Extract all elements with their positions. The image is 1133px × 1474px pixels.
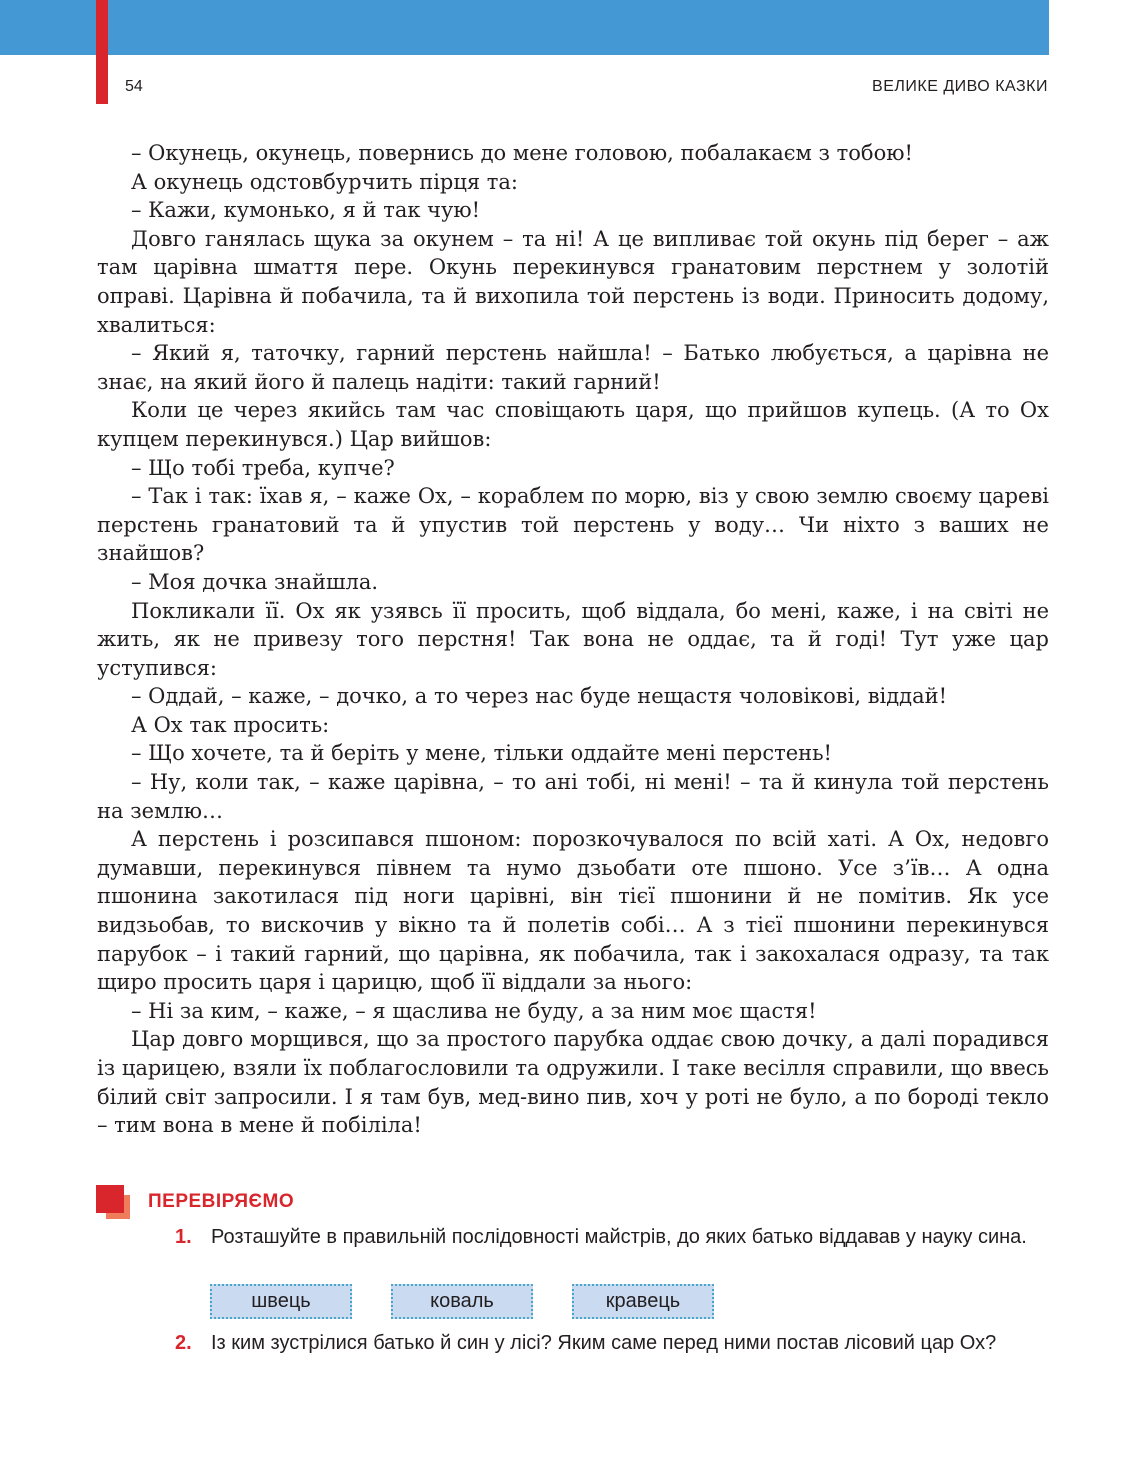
story-paragraph: Коли це через якийсь там час сповіщають царя, що прийшов купець. (А то Ох купцем перекинувся.) Цар вийшов: bbox=[97, 398, 1049, 451]
story-paragraph: – Моя дочка знайшла. bbox=[131, 569, 379, 594]
word-box-card[interactable]: кравець bbox=[572, 1284, 714, 1319]
page-number: 54 bbox=[125, 78, 143, 95]
story-paragraph: – Який я, таточку, гарний перстень найшла! – Батько любується, а царівна не знає, на який його й палець надіти: такий гарний! bbox=[97, 341, 1049, 394]
story-paragraph: А перстень і розсипався пшоном: порозкочувалося по всій хаті. А Ох, недовго думавши, перекинувся півнем та нумо дзьобати оте пшоно. Усе з’їв… А одна пшонина закотилася під ноги царівні, він тієї пшонини й не помітив. Як усе видзьобав, то вискочив у вікно та й полетів собі… А з тієї пшонини перекинувся парубок – і такий гарний, що царівна, як побачила, так і закохалася одразу, та так щиро просить царя і царицю, щоб її віддали за нього: bbox=[97, 827, 1049, 995]
question-text: Із ким зустрілися батько й син у лісі? Яким саме перед ними постав лісовий цар Ох? bbox=[211, 1332, 997, 1354]
story-text bbox=[97, 139, 1049, 1140]
question-2 bbox=[175, 1330, 1049, 1357]
story-paragraph: А окунець одстовбурчить пірця та: bbox=[131, 169, 519, 194]
story-paragraph: – Так і так: їхав я, – каже Ох, – кораблем по морю, віз у свою землю своєму цареві перстень гранатовий та й упустив той перстень у воду… Чи ніхто з ваших не знайшов? bbox=[97, 484, 1049, 566]
running-title: ВЕЛИКЕ ДИВО КАЗКИ bbox=[872, 78, 1048, 95]
story-paragraph: – Ні за ким, – каже, – я щаслива не буду, а за ним моє щастя! bbox=[131, 998, 817, 1023]
story-paragraph: – Оддай, – каже, – дочко, а то через нас буде нещастя чоловікові, віддай! bbox=[131, 684, 948, 709]
question-1 bbox=[175, 1224, 1049, 1251]
section-title: ПЕРЕВІРЯЄМО bbox=[148, 1191, 295, 1212]
section-square-icon bbox=[96, 1185, 124, 1213]
story-paragraph: – Кажи, кумонько, я й так чую! bbox=[131, 198, 481, 223]
story-paragraph: Покликали її. Ох як узявсь її просить, щоб віддала, бо мені, каже, і на світі не жить, як не привезу того перстня! Так вона не оддає, та й годі! Тут уже цар уступився: bbox=[97, 598, 1049, 680]
story-paragraph: – Що тобі треба, купче? bbox=[131, 455, 395, 480]
story-paragraph: А Ох так просить: bbox=[131, 712, 330, 737]
section-header bbox=[96, 1185, 396, 1225]
question-number: 1. bbox=[175, 1226, 192, 1248]
question-number: 2. bbox=[175, 1332, 192, 1354]
word-boxes bbox=[210, 1284, 730, 1322]
story-paragraph: – Ну, коли так, – каже царівна, – то ані тобі, ні мені! – та й кинула той перстень на землю… bbox=[97, 770, 1049, 823]
top-color-band bbox=[0, 0, 1049, 55]
red-accent-bar bbox=[96, 0, 108, 104]
story-paragraph: Цар довго морщився, що за простого парубка оддає свою дочку, а далі порадився із царицею, взяли їх поблагословили та одружили. І таке весілля справили, що ввесь білий світ запросили. І я там був, мед-вино пив, хоч у роті не було, а по бороді текло – тим вона в мене й побіліла! bbox=[97, 1027, 1049, 1138]
word-box-card[interactable]: коваль bbox=[391, 1284, 533, 1319]
story-paragraph: Довго ганялась щука за окунем – та ні! А це випливає той окунь під берег – аж там царівна шмаття пере. Окунь перекинувся гранатовим перстнем у золотій оправі. Царівна й побачила, та й вихопила той перстень із води. Приносить додому, хвалиться: bbox=[97, 226, 1049, 337]
story-paragraph: – Окунець, окунець, повернись до мене головою, побалакаєм з тобою! bbox=[131, 141, 913, 165]
story-paragraph: – Що хочете, та й беріть у мене, тільки оддайте мені перстень! bbox=[131, 741, 832, 766]
question-text: Розташуйте в правильній послідовності майстрів, до яких батько віддавав у науку сина. bbox=[211, 1226, 1027, 1248]
word-box-card[interactable]: швець bbox=[210, 1284, 352, 1319]
